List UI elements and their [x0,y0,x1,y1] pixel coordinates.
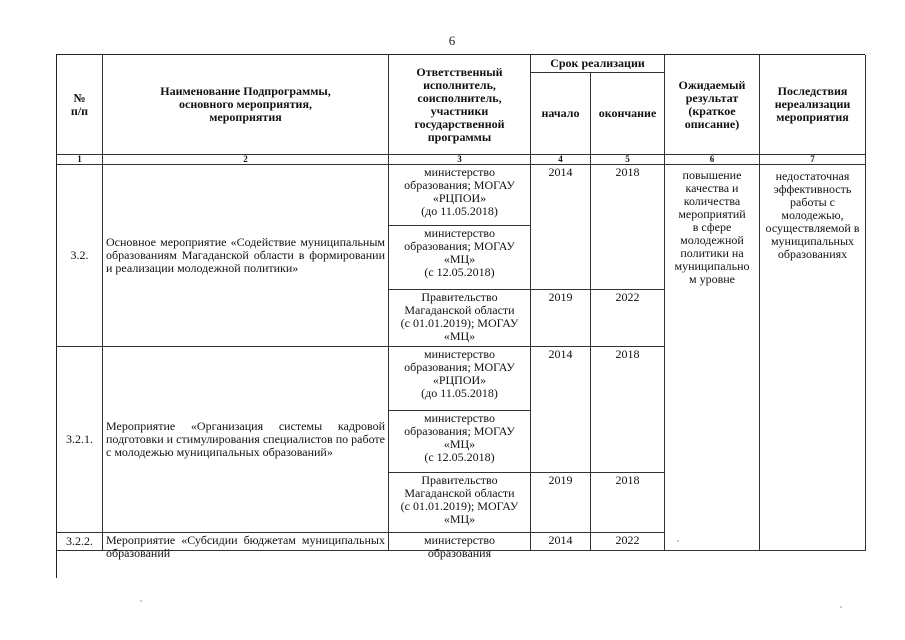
header-term: Срок реализации [531,55,665,73]
row-end-year: 2018 [591,347,665,473]
column-number: 2 [103,155,389,165]
header-executor: Ответственный исполнитель, соисполнитель, участники государственной программы [389,55,531,155]
row-number: 3.2.1. [57,347,103,533]
column-number: 3 [389,155,531,165]
page-number: 6 [448,33,456,48]
column-number: 1 [57,155,103,165]
row-executor: министерство образования; МОГАУ «МЦ» (с 12.05.2018) [389,411,531,473]
column-number: 6 [665,155,760,165]
row-name: Мероприятие «Субсидии бюджетам муниципальных образований [103,533,389,551]
row-executor: министерство образования; МОГАУ «РЦПОИ» (до 11.05.2018) [389,347,531,411]
scan-speck [840,606,842,608]
header-consequences: Последствия нереализации мероприятия [760,55,866,155]
row-name: Мероприятие «Организация системы кадровой подготовки и стимулирования специалистов по работе с молодежью муниципальных образований» [103,347,389,533]
row-end-year: 2018 [591,473,665,533]
row-name: Основное мероприятие «Содействие муниципальным образованиям Магаданской области в формировании и реализации молодежной политики» [103,165,389,347]
row-start-year: 2014 [531,347,591,473]
row-executor: министерство образования [389,533,531,551]
column-number: 4 [531,155,591,165]
row-number: 3.2. [57,165,103,347]
row-executor: Правительство Магаданской области (с 01.01.2019); МОГАУ «МЦ» [389,290,531,347]
column-number: 7 [760,155,866,165]
row-end-year: 2022 [591,290,665,347]
row-start-year: 2014 [531,533,591,551]
header-end: окончание [591,73,665,155]
row-start-year: 2014 [531,165,591,290]
row-start-year: 2019 [531,473,591,533]
row-end-year: 2022 [591,533,665,551]
program-table [56,54,865,578]
scan-speck [677,540,679,542]
consequences: недостаточная эффективность работы с молодежью, осуществляемой в муниципальных образованиях [760,165,866,551]
row-number: 3.2.2. [57,533,103,551]
expected-result: повышение качества и количества мероприятий в сфере молодежной политики на муниципально м уровне [665,165,760,551]
header-number: № п/п [57,55,103,155]
row-executor: министерство образования; МОГАУ «МЦ» (с 12.05.2018) [389,226,531,290]
row-start-year: 2019 [531,290,591,347]
row-end-year: 2018 [591,165,665,290]
row-executor: Правительство Магаданской области (с 01.01.2019); МОГАУ «МЦ» [389,473,531,533]
header-start: начало [531,73,591,155]
scan-speck [140,600,142,602]
column-number: 5 [591,155,665,165]
header-result: Ожидаемый результат (краткое описание) [665,55,760,155]
header-name: Наименование Подпрограммы, основного мероприятия, мероприятия [103,55,389,155]
row-executor: министерство образования; МОГАУ «РЦПОИ» (до 11.05.2018) [389,165,531,226]
